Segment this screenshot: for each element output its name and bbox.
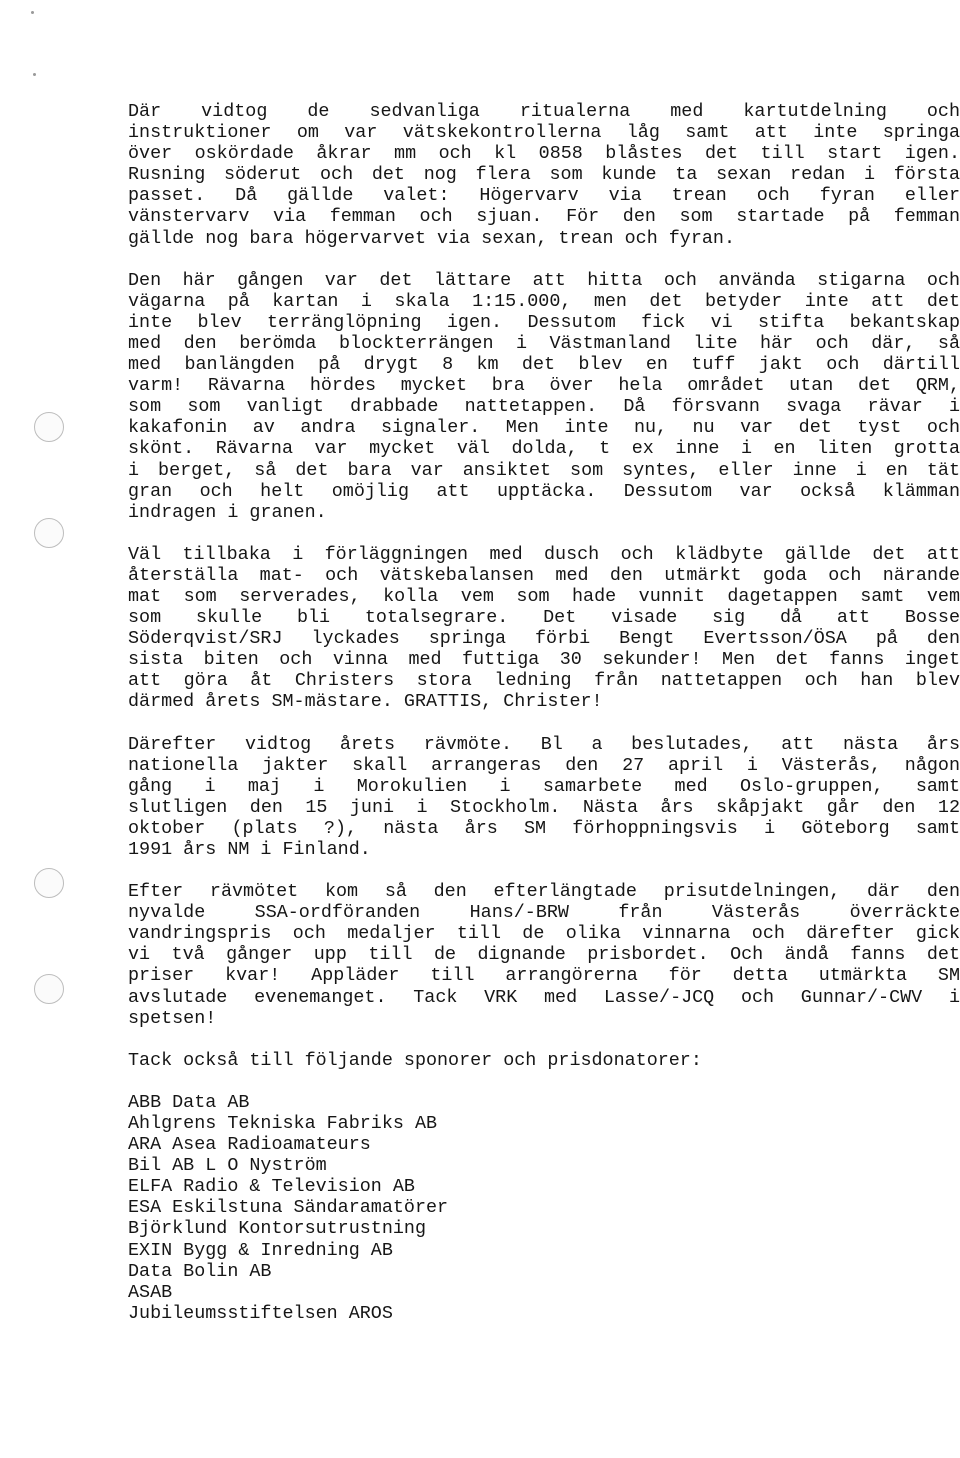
text-line: Där vidtog de sedvanliga ritualerna med kartutdelning och	[128, 101, 960, 122]
paragraph-list	[128, 101, 960, 1071]
text-line: instruktioner om var vätskekontrollerna låg samt att inte springa	[128, 122, 960, 144]
sponsor-item: Bil AB L O Nyström	[128, 1155, 327, 1177]
paragraph	[128, 101, 960, 249]
sponsor-item: ESA Eskilstuna Sändaramatörer	[128, 1197, 449, 1219]
text-line: vänstervarv via femman och sjuan. För den som startade på femman	[128, 206, 960, 228]
binder-hole	[34, 974, 64, 1004]
scan-speck	[31, 11, 34, 14]
text-line: avslutade evenemanget. Tack VRK med Lasse/-JCQ och Gunnar/-CWV i	[128, 986, 960, 1008]
paragraph	[128, 881, 960, 1029]
text-line: Efter rävmötet kom så den efterlängtade prisutdelningen, där den	[128, 881, 960, 903]
text-line: i berget, så det bara var ansiktet som syntes, eller inne i en tät	[128, 459, 960, 481]
text-line: skönt. Rävarna var mycket väl dolda, t ex inne i en liten grotta	[128, 438, 960, 460]
text-line: varm! Rävarna hördes mycket bra över hela området utan det QRM,	[128, 375, 960, 397]
text-line: nyvalde SSA-ordföranden Hans/-BRW från Västerås överräckte	[128, 902, 960, 924]
document-body	[128, 101, 960, 1324]
text-line: inte blev terränglöpning igen. Dessutom fick vi stifta bekantskap	[128, 311, 960, 333]
text-line: som skulle bli totalsegrare. Det visade sig då att Bosse	[128, 607, 960, 629]
text-line: vi två gånger upp till de dignande prisbordet. Och ändå fanns det	[128, 944, 960, 966]
text-line: vägarna på kartan i skala 1:15.000, men det betyder inte att det	[128, 290, 960, 312]
text-line: sista biten och vinna med futtiga 30 sekunder! Men det fanns inget	[128, 649, 960, 671]
sponsor-item: Björklund Kontorsutrustning	[128, 1218, 426, 1240]
sponsor-list	[128, 1092, 960, 1324]
text-line: över oskördade åkrar mm och kl 0858 blåstes det till start igen.	[128, 143, 960, 165]
text-line: med den berömda blockterrängen i Västmanland lite här och där, så	[128, 332, 960, 354]
sponsor-item: ELFA Radio & Television AB	[128, 1176, 415, 1198]
text-line: Den här gången var det lättare att hitta och använda stigarna och	[128, 269, 960, 291]
text-line: därmed årets SM-mästare. GRATTIS, Christer!	[128, 691, 603, 713]
text-line: gång i maj i Morokulien i samarbete med Oslo-gruppen, samt	[128, 775, 960, 797]
text-line: 1991 års NM i Finland.	[128, 839, 371, 860]
paragraph	[128, 270, 960, 523]
text-line: nationella jakter skall arrangeras den 27 april i Västerås, någon	[128, 754, 960, 776]
sponsor-item: EXIN Bygg & Inredning AB	[128, 1239, 393, 1261]
sponsor-item: ABB Data AB	[128, 1091, 250, 1113]
text-line: gran och helt omöjlig att upptäcka. Dessutom var också klämman	[128, 480, 960, 502]
text-line: spetsen!	[128, 1007, 217, 1029]
binder-hole	[34, 518, 64, 548]
text-line: Söderqvist/SRJ lyckades springa förbi Bengt Evertsson/ÖSA på den	[128, 628, 960, 650]
text-line: gällde nog bara högervarvet via sexan, trean och fyran.	[128, 227, 735, 249]
text-line: passet. Då gällde valet: Högervarv via trean och fyran eller	[128, 185, 960, 207]
sponsor-item: ARA Asea Radioamateurs	[128, 1134, 371, 1156]
text-line: priser kvar! Appläder till arrangörerna för detta utmärkta SM	[128, 965, 960, 987]
text-line: vandringspris och medaljer till de olika vinnarna och därefter gick	[128, 923, 960, 945]
text-line: Väl tillbaka i förläggningen med dusch och klädbyte gällde det att	[128, 543, 960, 565]
paragraph	[128, 544, 960, 713]
text-line: Därefter vidtog årets rävmöte. Bl a beslutades, att nästa års	[128, 733, 960, 755]
text-line: att göra åt Christers stora ledning från nattetappen och han blev	[128, 670, 960, 692]
text-line: slutligen den 15 juni i Stockholm. Nästa års skåpjakt går den 12	[128, 796, 960, 818]
sponsor-item: ASAB	[128, 1281, 173, 1303]
text-line: Tack också till följande sponorer och prisdonatorer:	[128, 1049, 702, 1071]
text-line: med banlängden på drygt 8 km det blev en tuff jakt och därtill	[128, 354, 960, 376]
binder-hole	[34, 412, 64, 442]
sponsor-item: Ahlgrens Tekniska Fabriks AB	[128, 1112, 438, 1134]
sponsor-item: Jubileumsstiftelsen AROS	[128, 1302, 393, 1324]
text-line: återställa mat- och vätskebalansen med den utmärkt goda och närande	[128, 564, 960, 586]
paragraph	[128, 1050, 960, 1071]
text-line: kakafonin av andra signaler. Men inte nu, nu var det tyst och	[128, 417, 960, 439]
scan-speck	[33, 73, 36, 76]
text-line: Rusning söderut och det nog flera som kunde ta sexan redan i första	[128, 164, 960, 186]
text-line: som som vanligt drabbade nattetappen. Då försvann svaga rävar i	[128, 396, 960, 418]
binder-hole	[34, 868, 64, 898]
paragraph	[128, 734, 960, 861]
text-line: oktober (plats ?), nästa års SM förhoppningsvis i Göteborg samt	[128, 817, 960, 839]
sponsor-item: Data Bolin AB	[128, 1260, 272, 1282]
text-line: indragen i granen.	[128, 501, 327, 523]
text-line: mat som serverades, kolla vem som hade vunnit dagetappen samt vem	[128, 585, 960, 607]
